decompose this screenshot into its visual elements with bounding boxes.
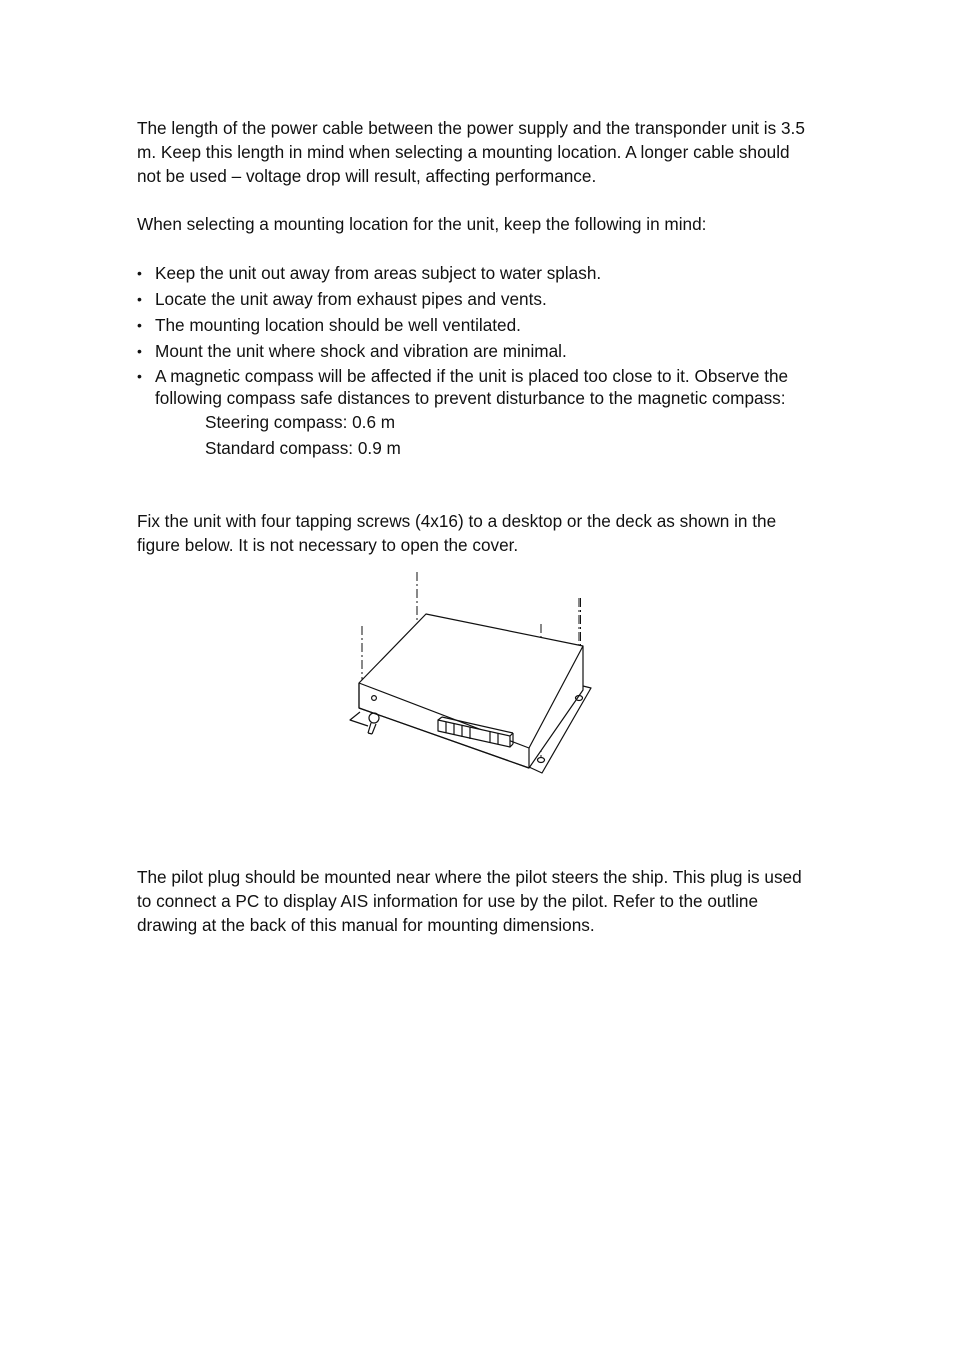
- mounting-location-lead: When selecting a mounting location for the unit, keep the following in mind:: [137, 214, 707, 234]
- list-item: • The mounting location should be well ventilated.: [137, 313, 817, 337]
- list-item: • Keep the unit out away from areas subject to water splash.: [137, 261, 817, 285]
- steering-compass-distance: Steering compass: 0.6 m: [205, 412, 396, 432]
- mounting-considerations-list: [137, 261, 817, 463]
- fixing-instructions-paragraph: Fix the unit with four tapping screws (4x16) to a desktop or the deck as shown in the figure below. It is not necessary to open the cover.: [137, 511, 777, 555]
- standard-compass-distance: Standard compass: 0.9 m: [205, 438, 401, 458]
- unit-body: [359, 614, 583, 768]
- pilot-plug-paragraph: The pilot plug should be mounted near where the pilot steers the ship. This plug is used to connect a PC to display AIS information for use by the pilot. Refer to the outline drawing at the back of this manual for mounting dimensions.: [137, 867, 802, 935]
- compass-warning-text: A magnetic compass will be affected if the unit is placed too close to it. Observe the following compass safe distances to prevent disturbance to the magnetic compass:: [155, 366, 789, 408]
- power-cable-paragraph: The length of the power cable between the power supply and the transponder unit is 3.5 m. Keep this length in mind when selecting a mounting location. A longer cable should not be used – voltage drop will result, affecting performance.: [137, 118, 805, 186]
- power-switch-icon: [368, 713, 379, 734]
- list-item: • Locate the unit away from exhaust pipes and vents.: [137, 287, 817, 311]
- list-item-compass: [137, 365, 817, 461]
- transponder-unit-mounting-figure: [340, 568, 600, 778]
- screw-hole-icon: [538, 758, 545, 763]
- list-item: • Mount the unit where shock and vibration are minimal.: [137, 339, 817, 363]
